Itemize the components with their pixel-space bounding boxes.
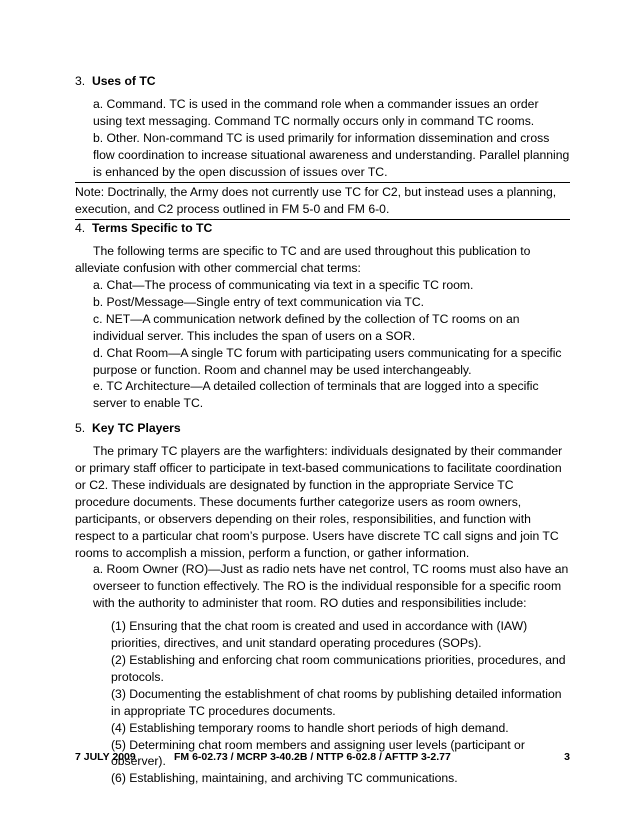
ro-duty-6: (6) Establishing, maintaining, and archiving TC communications. [111,771,458,786]
section-5-intro: The primary TC players are the warfighters: individuals designated by their commander or primary staff officer to participate in text-based communications to facilitate coordination or C2. These individuals are designated by function in the appropriate Service TC procedure documents. These documents further categorize users as room owners, participants, or observers depending on their roles, responsibilities, and function with respect to a particular chat room’s purpose. Users have discrete TC call signs and join TC rooms to accomplish a mission, perform a function, or gather information. [75,444,563,560]
section-5-heading [75,420,570,437]
section-5-item-a: a. Room Owner (RO)—Just as radio nets have net control, TC rooms must also have an overseer to function effectively. The RO is the individual responsible for a specific room with the authority to administer that room. RO duties and responsibilities include: [93,562,569,611]
section-4-intro: The following terms are specific to TC and are used throughout this publication to alleviate confusion with other commercial chat terms: [75,244,531,276]
section-5-title: Key TC Players [91,421,181,436]
section-4-heading [75,220,570,237]
section-4-item-c: c. NET—A communication network defined by the collection of TC rooms on an individual server. This includes the span of users on a SOR. [93,311,520,343]
footer-date: 7 JULY 2009 [75,751,136,763]
footer-page-number: 3 [564,751,570,763]
section-3-item-b: b. Other. Non-command TC is used primarily for information dissemination and cross flow coordination to increase situational awareness and understanding. Parallel planning is enhanced by the open discussion of issues over TC. [93,130,570,179]
ro-duty-5: (5) Determining chat room members and assigning user levels (participant or observer). [111,737,525,769]
ro-duty-2: (2) Establishing and enforcing chat room communications priorities, procedures, and protocols. [111,653,566,684]
ro-duty-3: (3) Documenting the establishment of chat rooms by publishing detailed information in appropriate TC procedures documents. [111,686,562,718]
section-3-number: 3. [75,74,86,88]
section-4-item-a: a. Chat—The process of communicating via text in a specific TC room. [93,277,474,292]
page-footer [75,751,570,765]
page-body [75,73,570,787]
section-5-number: 5. [75,421,86,436]
ro-duty-1: (1) Ensuring that the chat room is created and used in accordance with (IAW) priorities, directives, and unit standard operating procedures (SOPs). [111,619,528,651]
section-3-title: Uses of TC [91,74,156,88]
section-4-item-d: d. Chat Room—A single TC forum with participating users communicating for a specific purpose or function. Room and channel may be used interchangeably. [93,345,562,377]
footer-publication-id: FM 6-02.73 / MCRP 3-40.2B / NTTP 6-02.8 / AFTTP 3-2.77 [174,751,451,763]
doctrine-note: Note: Doctrinally, the Army does not currently use TC for C2, but instead uses a planning, execution, and C2 process outlined in FM 5-0 and FM 6-0. [75,182,570,220]
section-4-number: 4. [75,221,86,236]
section-3-item-a: a. Command. TC is used in the command role when a commander issues an order using text messaging. Command TC normally occurs only in command TC rooms. [93,96,539,128]
section-3-heading [75,73,570,90]
section-4-item-e: e. TC Architecture—A detailed collection of terminals that are logged into a specific server to enable TC. [93,379,539,411]
ro-duty-4: (4) Establishing temporary rooms to handle short periods of high demand. [111,720,509,735]
section-4-title: Terms Specific to TC [91,221,213,236]
section-4-item-b: b. Post/Message—Single entry of text communication via TC. [93,294,425,309]
